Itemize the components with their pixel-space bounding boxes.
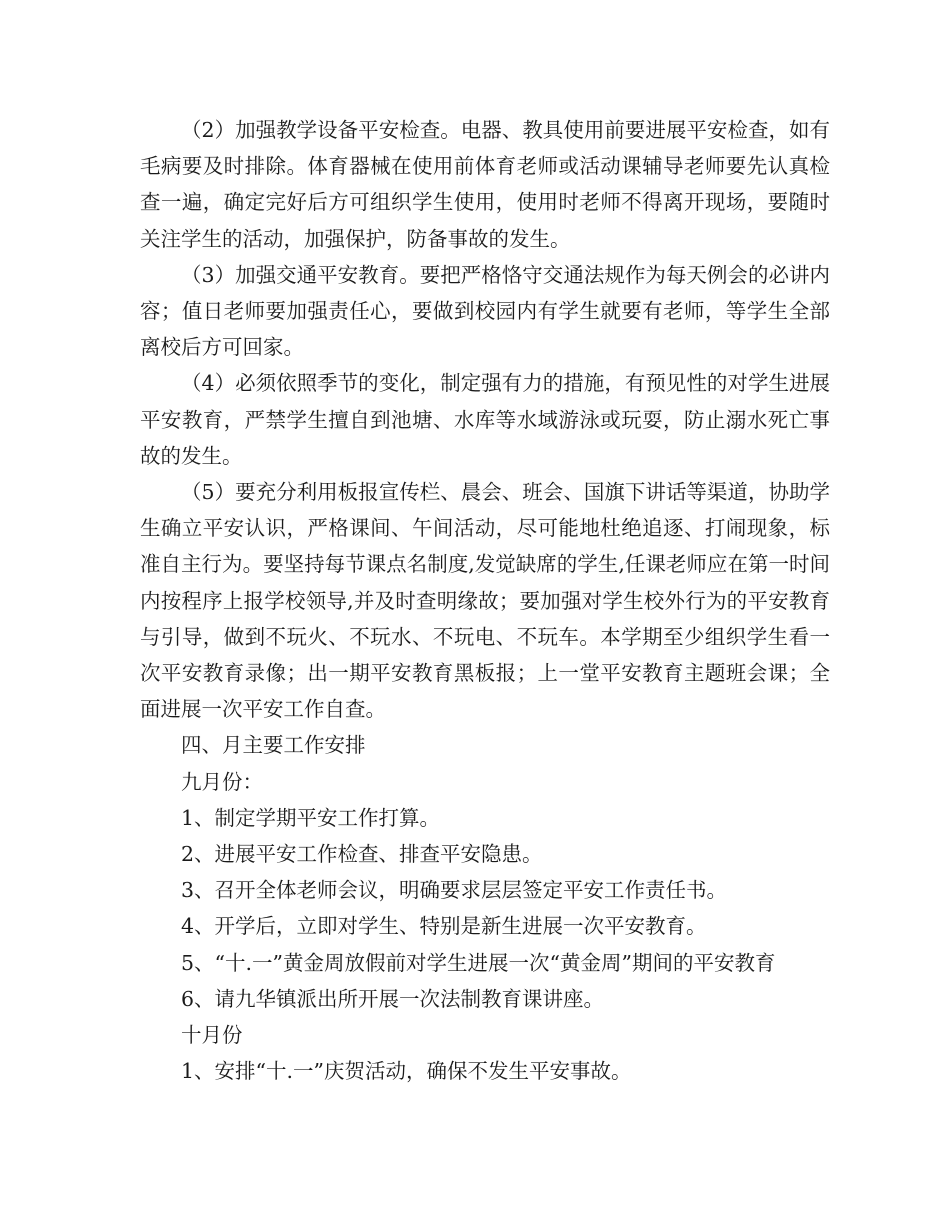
list-item: 1、制定学期平安工作打算。 bbox=[181, 805, 441, 830]
month-heading-october: 十月份 bbox=[181, 1023, 243, 1048]
paragraph-traffic-safety: （3）加强交通平安教育。要把严格恪守交通法规作为每天例会的必讲内容；值日老师要加强责任心，要做到校园内有学生就要有老师，等学生全部离校后方可回家。 bbox=[140, 262, 830, 360]
list-item: 5、“十.一”黄金周放假前对学生进展一次“黄金周”期间的平安教育 bbox=[181, 950, 776, 975]
paragraph-seasonal-safety: （4）必须依照季节的变化，制定强有力的措施，有预见性的对学生进展平安教育，严禁学生擅自到池塘、水库等水域游泳或玩耍，防止溺水死亡事故的发生。 bbox=[140, 371, 830, 468]
list-item: 1、安排“十.一”庆贺活动，确保不发生平安事故。 bbox=[181, 1059, 632, 1084]
list-item: 2、进展平安工作检查、排查平安隐患。 bbox=[181, 842, 543, 867]
paragraph-equipment-safety: （2）加强教学设备平安检查。电器、教具使用前要进展平安检查，如有毛病要及时排除。体育器械在使用前体育老师或活动课辅导老师要先认真检查一遍，确定完好后方可组织学生使用，使用时老师不得离开现场，要随时关注学生的活动，加强保护，防备事故的发生。 bbox=[140, 118, 830, 251]
section-heading-monthly-plan: 四、月主要工作安排 bbox=[181, 733, 366, 758]
paragraph-publicity-channels: （5）要充分利用板报宣传栏、晨会、班会、国旗下讲话等渠道，协助学生确立平安认识，严格课间、午间活动，尽可能地杜绝追逐、打闹现象，标准自主行为。要坚持每节课点名制度,发觉缺席的学生,任课老师应在第一时间内按程序上报学校领导,并及时查明缘故；要加强对学生校外行为的平安教育与引导，做到不玩火、不玩水、不玩电、不玩车。本学期至少组织学生看一次平安教育录像；出一期平安教育黑板报；上一堂平安教育主题班会课；全面进展一次平安工作自查。 bbox=[140, 480, 830, 722]
list-item: 6、请九华镇派出所开展一次法制教育课讲座。 bbox=[181, 986, 605, 1011]
list-item: 3、召开全体老师会议，明确要求层层签定平安工作责任书。 bbox=[181, 878, 728, 903]
document-body bbox=[140, 112, 830, 1089]
list-item: 4、开学后，立即对学生、特别是新生进展一次平安教育。 bbox=[181, 914, 707, 939]
month-heading-september: 九月份： bbox=[181, 769, 263, 794]
